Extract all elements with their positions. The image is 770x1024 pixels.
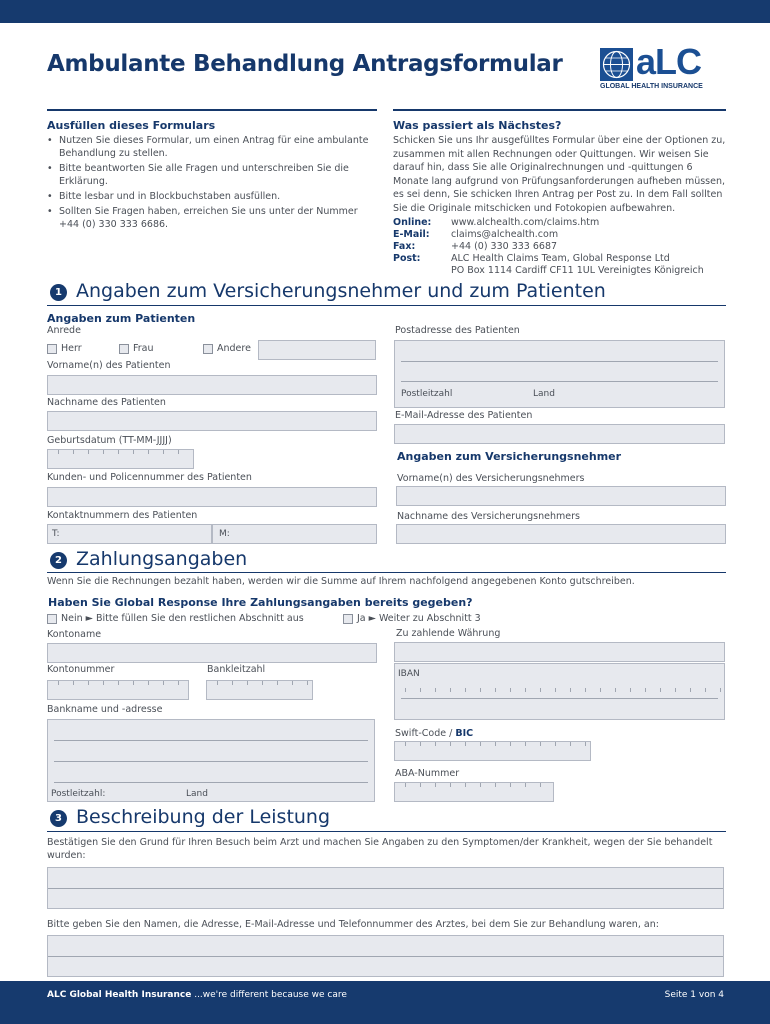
visit-reason-field[interactable]: [47, 867, 724, 909]
policy-number-label: Kunden- und Policennummer des Patienten: [47, 472, 252, 483]
dob-field[interactable]: [47, 449, 194, 469]
iban-label: IBAN: [398, 669, 420, 679]
divider: [48, 888, 723, 889]
logo-wordmark: aLC: [636, 41, 702, 82]
divider: [47, 305, 726, 306]
policyholder-heading: Angaben zum Versicherungsnehmer: [397, 450, 622, 463]
tick-marks: [395, 688, 724, 692]
section-number-badge: 3: [50, 810, 67, 827]
footer-slogan: ...we're different because we care: [191, 990, 347, 1000]
account-name-label: Kontoname: [47, 629, 102, 640]
policyholder-first-name-label: Vorname(n) des Versicherungsnehmers: [397, 473, 585, 484]
contact-key: E-Mail:: [393, 229, 430, 240]
divider: [401, 361, 718, 362]
contact-post: ALC Health Claims Team, Global Response Ltd: [451, 253, 670, 264]
divider: [54, 761, 368, 762]
top-bar: [0, 0, 770, 23]
contact-email-link[interactable]: claims@alchealth.com: [451, 229, 559, 240]
policyholder-last-name-label: Nachname des Versicherungsnehmers: [397, 511, 580, 522]
tick-marks: [207, 681, 312, 685]
currency-field[interactable]: [394, 642, 725, 662]
andere-checkbox[interactable]: [203, 344, 213, 354]
divider: [401, 698, 718, 699]
contact-post-address: PO Box 1114 Cardiff CF11 1UL Vereinigtes Königreich: [451, 265, 704, 276]
tick-marks: [395, 742, 590, 746]
section-title: Angaben zum Versicherungsnehmer und zum Patienten: [76, 280, 606, 302]
payment-intro: Wenn Sie die Rechnungen bezahlt haben, werden wir die Summe auf Ihrem nachfolgend angegebenen Konto gutschreiben.: [47, 576, 635, 587]
bank-code-field[interactable]: [206, 680, 313, 700]
aba-label: ABA-Nummer: [395, 768, 460, 779]
swift-field[interactable]: [394, 741, 591, 761]
email-field[interactable]: [394, 424, 725, 444]
patient-heading: Angaben zum Patienten: [47, 312, 196, 325]
list-item: • Bitte beantworten Sie alle Fragen und unterschreiben Sie die Erklärung.: [47, 162, 377, 188]
ja-label: Ja ► Weiter zu Abschnitt 3: [357, 613, 481, 624]
phone-field[interactable]: [47, 524, 212, 544]
divider: [47, 572, 726, 573]
swift-label-text: Swift-Code /: [395, 728, 456, 739]
section-number-badge: 1: [50, 284, 67, 301]
last-name-field[interactable]: [47, 411, 377, 431]
contact-fax: +44 (0) 330 333 6687: [451, 241, 558, 252]
aba-field[interactable]: [394, 782, 554, 802]
tick-marks: [48, 450, 193, 454]
list-item: • Sollten Sie Fragen haben, erreichen Sie uns unter der Nummer +44 (0) 330 333 6686.: [47, 205, 377, 231]
divider: [47, 831, 726, 832]
tick-marks: [48, 681, 188, 685]
divider: [48, 956, 723, 957]
policy-number-field[interactable]: [47, 487, 377, 507]
section-title: Beschreibung der Leistung: [76, 806, 331, 828]
alc-logo: [600, 41, 726, 92]
tick-marks: [395, 783, 553, 787]
first-name-field[interactable]: [47, 375, 377, 395]
contact-key: Fax:: [393, 241, 416, 252]
footer-brand: ALC Global Health Insurance: [47, 990, 192, 1000]
nein-label: Nein ► Bitte füllen Sie den restlichen Abschnitt aus: [61, 613, 304, 624]
doctor-details-question: Bitte geben Sie den Namen, die Adresse, E-Mail-Adresse und Telefonnummer des Arztes, bei dem Sie zur Behandlung waren, an:: [47, 919, 659, 930]
phone-prefix: T:: [52, 529, 60, 539]
frau-checkbox[interactable]: [119, 344, 129, 354]
last-name-label: Nachname des Patienten: [47, 397, 166, 408]
footer-brand-line: [47, 990, 347, 1000]
bank-country-label: Land: [186, 789, 208, 799]
swift-label: [395, 728, 473, 739]
payment-question: Haben Sie Global Response Ihre Zahlungsangaben bereits gegeben?: [48, 596, 473, 609]
mobile-field[interactable]: [212, 524, 377, 544]
policyholder-last-name-field[interactable]: [396, 524, 726, 544]
currency-label: Zu zahlende Währung: [396, 628, 501, 639]
divider: [393, 109, 726, 111]
list-item: • Bitte lesbar und in Blockbuchstaben ausfüllen.: [47, 190, 377, 203]
divider: [54, 740, 368, 741]
page-title: Ambulante Behandlung Antragsformular: [47, 51, 563, 77]
email-label: E-Mail-Adresse des Patienten: [395, 410, 533, 421]
dob-label: Geburtsdatum (TT-MM-JJJJ): [47, 435, 172, 446]
instruction-list: [47, 134, 377, 233]
bank-code-label: Bankleitzahl: [207, 664, 266, 675]
policyholder-first-name-field[interactable]: [396, 486, 726, 506]
postcode-label: Postleitzahl: [401, 389, 453, 399]
divider: [47, 109, 377, 111]
contact-key: [393, 265, 451, 277]
account-number-field[interactable]: [47, 680, 189, 700]
postal-address-field[interactable]: [394, 340, 725, 408]
country-label: Land: [533, 389, 555, 399]
section-title: Zahlungsangaben: [76, 548, 248, 570]
contact-numbers-label: Kontaktnummern des Patienten: [47, 510, 198, 521]
salutation-label: Anrede: [47, 325, 81, 336]
contact-online-link[interactable]: www.alchealth.com/claims.htm: [451, 217, 600, 228]
page-number: Seite 1 von 4: [664, 990, 724, 1000]
bank-address-field[interactable]: [47, 719, 375, 802]
first-name-label: Vorname(n) des Patienten: [47, 360, 171, 371]
ja-checkbox[interactable]: [343, 614, 353, 624]
herr-label: Herr: [61, 343, 82, 354]
doctor-details-field[interactable]: [47, 935, 724, 977]
divider: [54, 782, 368, 783]
globe-icon: [600, 48, 633, 81]
andere-label: Andere: [217, 343, 251, 354]
contact-key: Post:: [393, 253, 421, 264]
bic-label-text: BIC: [455, 728, 474, 739]
contact-key: Online:: [393, 217, 432, 228]
logo-tagline: GLOBAL HEALTH INSURANCE: [600, 83, 703, 90]
nein-checkbox[interactable]: [47, 614, 57, 624]
contact-block: [393, 217, 704, 277]
next-steps-text: Schicken Sie uns Ihr ausgefülltes Formular über eine der Optionen zu, zusammen mit allen Rechnungen oder Quittungen. Wir weisen Sie darauf hin, dass Sie alle Originalrechnungen und -quittungen 6 Monate lang aufgrund von Prüfungsanforderungen aufheben müssen, es sei denn, Sie schicken Ihren Antrag per Post zu. In dem Fall sollten Sie die Originale mitschicken und Fotokopien aufbewahren.: [393, 135, 726, 214]
next-steps-heading: Was passiert als Nächstes?: [393, 119, 562, 132]
divider: [401, 381, 718, 382]
visit-reason-question: Bestätigen Sie den Grund für Ihren Besuch beim Arzt und machen Sie Angaben zu den Symptomen/der Krankheit, wegen der Sie behandelt wurden:: [47, 837, 713, 861]
iban-field[interactable]: [394, 663, 725, 720]
footer: [0, 981, 770, 1024]
section-number-badge: 2: [50, 552, 67, 569]
account-name-field[interactable]: [47, 643, 377, 663]
postal-address-label: Postadresse des Patienten: [395, 325, 520, 336]
bank-postcode-label: Postleitzahl:: [51, 789, 106, 799]
fill-instructions-heading: Ausfüllen dieses Formulars: [47, 119, 216, 132]
frau-label: Frau: [133, 343, 154, 354]
salutation-other-field[interactable]: [258, 340, 376, 360]
mobile-prefix: M:: [219, 529, 230, 539]
herr-checkbox[interactable]: [47, 344, 57, 354]
list-item: • Nutzen Sie dieses Formular, um einen Antrag für eine ambulante Behandlung zu stellen.: [47, 134, 377, 160]
account-number-label: Kontonummer: [47, 664, 115, 675]
bank-name-label: Bankname und -adresse: [47, 704, 163, 715]
